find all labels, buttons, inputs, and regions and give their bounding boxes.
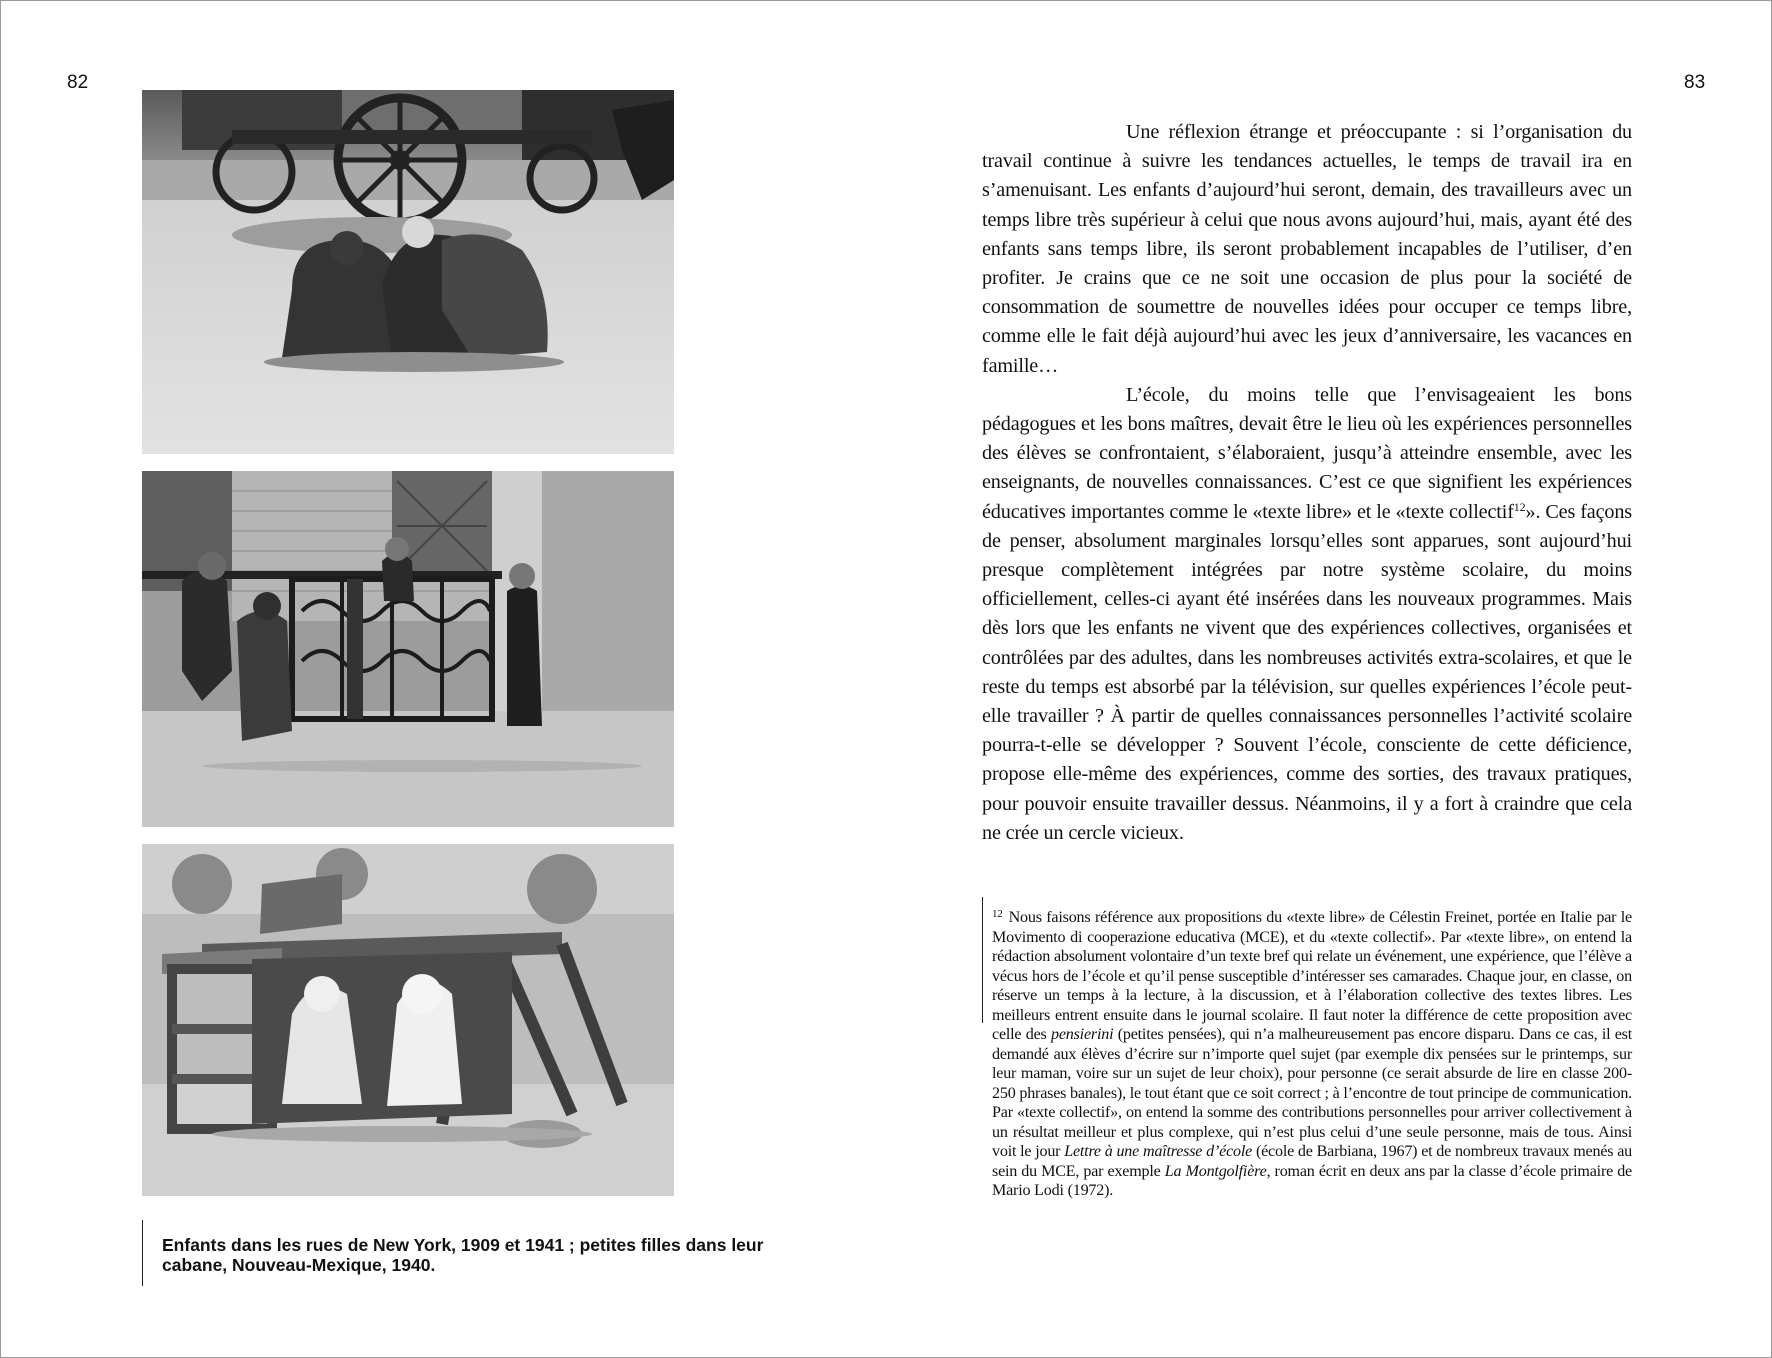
paragraph-2-end: ». Ces façons de penser, absolument marginales lorsqu’elles sont apparues, sont aujourd’hui presque complètement intégrées par notre système scolaire, du moins officiellement, celles-ci ayant été insérées dans les nouveaux programmes. Mais dès lors que les enfants ne vivent que des expériences collectives, organisées et contrôlées par des adultes, dans les nombreuses activités extra-scolaires, et que le reste du temps est absorbé par la télévision, sur quelles expériences l’école peut-elle travailler ? À partir de quelles connaissances personnelles l’activité scolaire pourra-t-elle se développer ? Souvent l’école, consciente de cette déficience, propose elle-même des expériences, comme des sorties, des travaux pratiques, pour pouvoir ensuite travailler dessus. Néanmoins, il y a fort à craindre que cela ne crée un cercle vicieux. xyxy=(982,500,1632,844)
footnote-mark: 12 xyxy=(992,908,1003,920)
footnote-text-part-3: (école de Barbiana, 1967) et de nombreux travaux menés au sein du MCE, par exemple xyxy=(992,1143,1632,1180)
footnote xyxy=(982,897,1633,1199)
page-number-right: 83 xyxy=(1684,72,1706,93)
paragraph-2-start: L’école, du moins telle que l’envisageaient les bons pédagogues et les bons maîtres, devait être le lieu où les expériences personnelles des élèves se confrontaient, s’élaboraient, jusqu’à atteindre ensemble, avec les enseignants, de nouvelles connaissances. C’est ce que signifient les expériences éducatives importantes comme le «texte libre» et le «texte collectif xyxy=(982,383,1632,523)
footnote-italic-2: Lettre à une maîtresse d’école xyxy=(1064,1143,1253,1160)
page-number-left: 82 xyxy=(67,72,89,93)
footnote-italic-3: La Montgolfière xyxy=(1164,1162,1267,1180)
footnote-text-part-2: (petites pensées), qui n’a malheureusement pas encore disparu. Dans ce cas, il est demandé aux élèves d’écrire sur n’importe quel sujet (par exemple dix pensées sur le printemps, sur leur maman, voire sur un sujet de leur choix), pour personne (ce serait absurde de lire en classe 200-250 phrases banales), le tout étant que ce soit correct ; à l’encontre de tout principe de communication. Par «texte collectif», on entend la somme des contributions personnelles pour arriver collectivement à un résultat meilleur et plus complexe, qui n’est plus celui d’une seule personne, mais de tous. Ainsi voit le jour xyxy=(992,1026,1633,1160)
photo-street-children-wagon xyxy=(142,90,674,454)
photo-children-playing-railing xyxy=(142,471,674,827)
paragraph-2 xyxy=(982,381,1632,848)
photo-girls-in-cabin xyxy=(142,844,674,1196)
footnote-reference: 12 xyxy=(1513,499,1526,514)
paragraph-1: Une réflexion étrange et préoccupante : si l’organisation du travail continue à suivre les tendances actuelles, le temps de travail ira en s’amenuisant. Les enfants d’aujourd’hui seront, demain, des travailleurs avec un temps libre très supérieur à celui que nous avons aujourd’hui, mais, ayant été des enfants sans temps libre, ils seront probablement incapables de l’utiliser, d’en profiter. Je crains que ce ne soit une occasion de plus pour la société de consommation de soumettre de nouvelles idées pour occuper ce temps libre, comme elle le fait déjà aujourd’hui avec les jeux d’anniversaire, les vacances en famille… xyxy=(982,121,1632,377)
footnote-text-part-1: Nous faisons référence aux propositions du «texte libre» de Célestin Freinet, portée en Italie par le Movimento di cooperazione educativa (MCE), et du «texte collectif». Par «texte libre», on entend la rédaction absolument volontaire d’un texte bref qui relate un événement, une expérience, que l’élève a vécus hors de l’école et qu’il pense susceptible d’intéresser ses camarades. Chaque jour, en classe, on réserve un temps à la lecture, à la discussion, et à l’élaboration collective des textes libres. Les meilleurs entrent ensuite dans le journal scolaire. Il faut noter la différence de cette proposition avec celle des xyxy=(992,909,1632,1043)
footnote-text-part-4: , roman écrit en deux ans par la classe d’école primaire de Mario Lodi (1972). xyxy=(992,1162,1632,1199)
main-text xyxy=(982,118,1632,848)
figure-caption: Enfants dans les rues de New York, 1909 et 1941 ; petites filles dans leur cabane, Nouveau-Mexique, 1940. xyxy=(142,1220,782,1286)
footnote-text xyxy=(992,908,1632,1201)
footnote-italic-1: pensierini xyxy=(1050,1026,1114,1043)
